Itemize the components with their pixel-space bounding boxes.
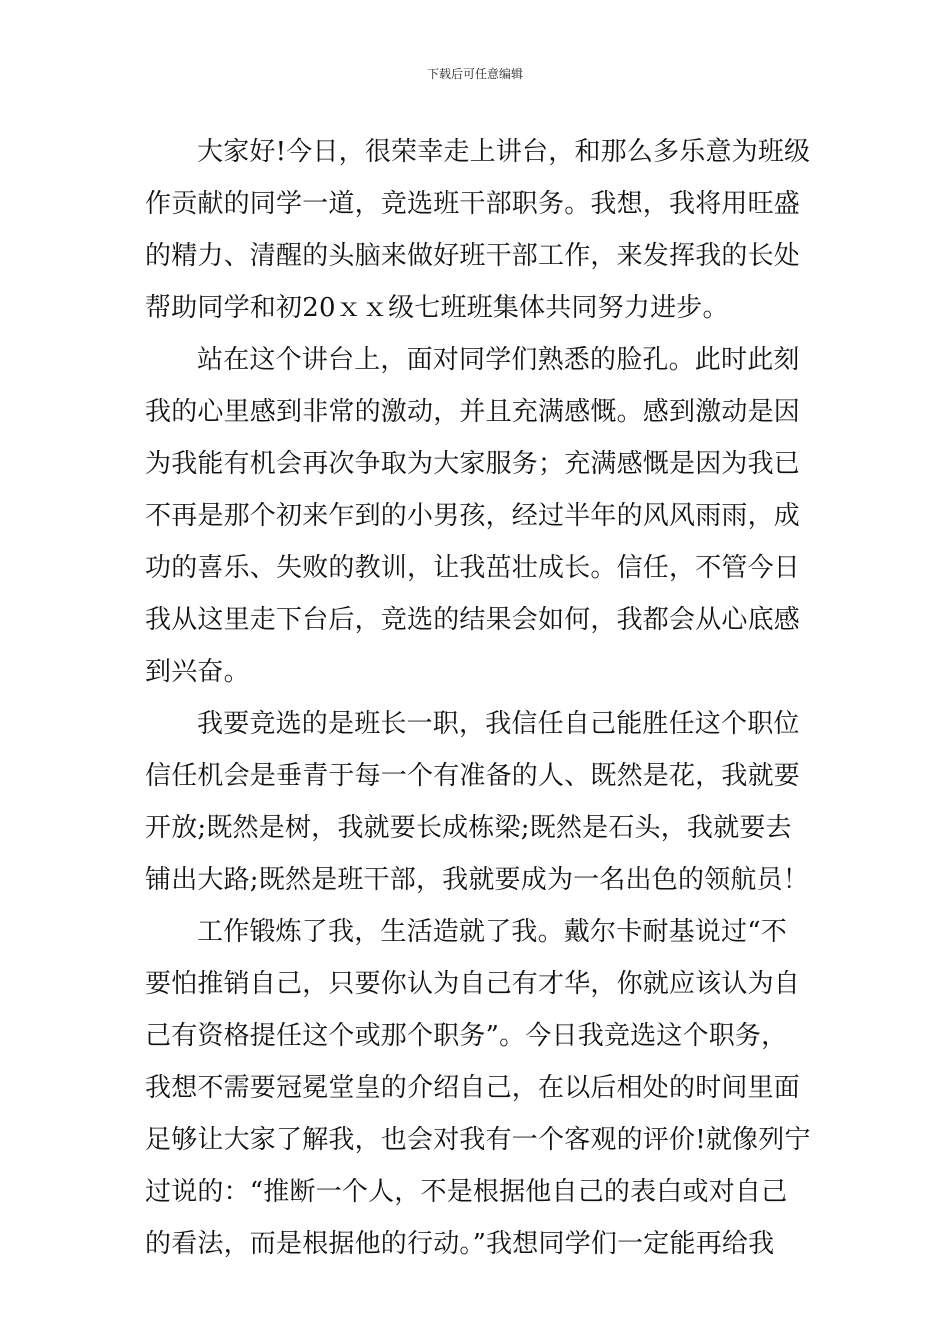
text-line: 到兴奋。	[145, 657, 250, 687]
text-line: 作贡献的同学一道，竞选班干部职务。我想，我将用旺盛	[145, 189, 801, 219]
text-line: 我要竞选的是班长一职，我信任自己能胜任这个职位	[197, 709, 800, 739]
text-line: 的精力、清醒的头脑来做好班干部工作，来发挥我的长处	[145, 241, 801, 271]
paragraph	[145, 126, 811, 334]
text-line: 要怕推销自己，只要你认为自己有才华，你就应该认为自	[145, 969, 801, 999]
text-line: 过说的：“推断一个人，不是根据他自己的表白或对自己	[145, 1177, 788, 1207]
paragraph	[145, 906, 811, 1270]
paragraph	[145, 334, 805, 698]
text-line: 我的心里感到非常的激动，并且充满感慨。感到激动是因	[145, 397, 801, 427]
document-body	[145, 126, 811, 1270]
paragraph	[145, 698, 809, 906]
text-line: 为我能有机会再次争取为大家服务；充满感慨是因为我已	[145, 449, 801, 479]
text-line: 己有资格提任这个或那个职务”。今日我竞选这个职务，	[145, 1021, 788, 1051]
text-line: 铺出大路;既然是班干部，我就要成为一名出色的领航员！	[145, 865, 809, 895]
text-line: 不再是那个初来乍到的小男孩，经过半年的风风雨雨，成	[145, 501, 801, 531]
page-header: 下载后可任意编辑	[426, 67, 523, 81]
text-line: 我想不需要冠冕堂皇的介绍自己，在以后相处的时间里面	[145, 1073, 801, 1103]
text-line: 功的喜乐、失败的教训，让我茁壮成长。信任，不管今日	[145, 553, 801, 583]
text-line: 大家好!今日，很荣幸走上讲台，和那么多乐意为班级	[197, 137, 811, 167]
text-line: 帮助同学和初20ｘｘ级七班班集体共同努力进步。	[145, 293, 729, 323]
text-line: 开放;既然是树，我就要长成栋梁;既然是石头，我就要去	[145, 813, 792, 843]
text-line: 我从这里走下台后，竞选的结果会如何，我都会从心底感	[145, 605, 801, 635]
text-line: 站在这个讲台上，面对同学们熟悉的脸孔。此时此刻	[197, 345, 800, 375]
text-line: 的看法，而是根据他的行动。”我想同学们一定能再给我	[145, 1229, 775, 1259]
text-line: 足够让大家了解我，也会对我有一个客观的评价!就像列宁	[145, 1125, 811, 1155]
text-line: 工作锻炼了我，生活造就了我。戴尔卡耐基说过“不	[197, 917, 787, 947]
text-line: 信任机会是垂青于每一个有准备的人、既然是花，我就要	[145, 761, 801, 791]
